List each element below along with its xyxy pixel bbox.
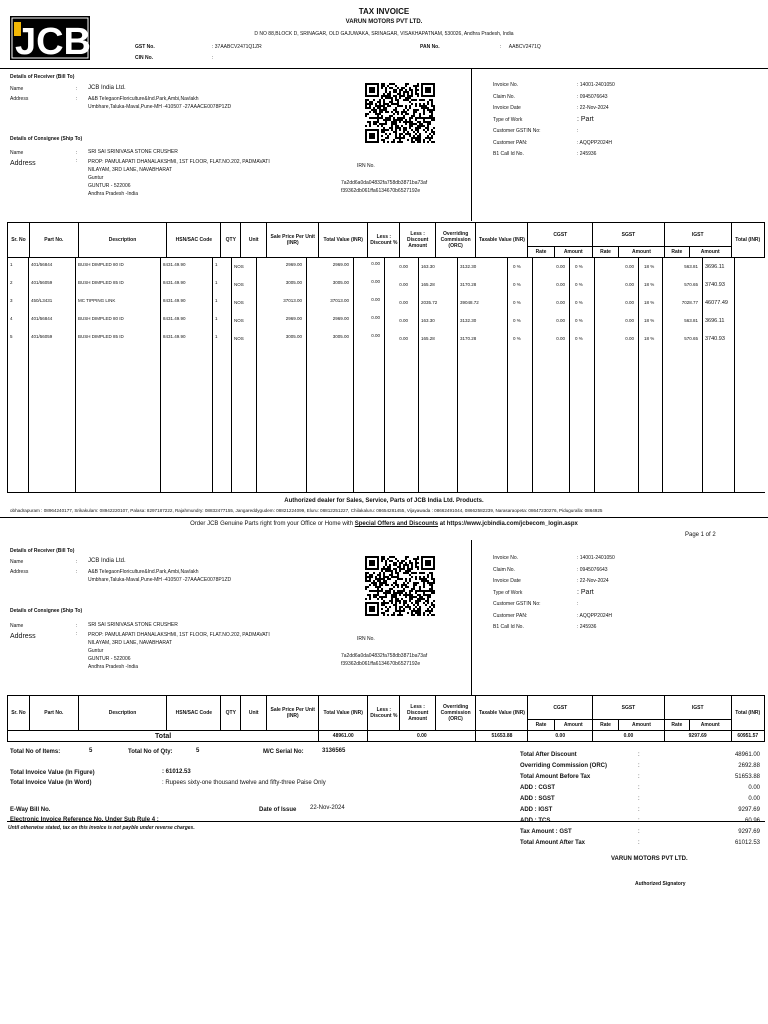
invoice-info-label: Claim No. — [493, 93, 515, 100]
receiver-address-1: A&B TelegaonFloriculture&Ind.Park,Ambi,Navlakh — [88, 569, 199, 575]
invoice-info-label: Type of Work — [493, 589, 523, 596]
col-taxable: Taxable Value (INR) — [476, 696, 528, 731]
item-cell-igst-rate: 18 % — [644, 264, 655, 269]
consignee-address-4: GUNTUR - 522006 — [88, 183, 131, 189]
item-cell-desc: BUSH DIMPLED 85 ID — [78, 280, 124, 285]
invoice-info-label: Customer PAN: — [493, 139, 528, 146]
gst-value: 37AABCV2471Q1ZR — [214, 44, 262, 50]
item-cell-unit: NOS — [234, 318, 244, 323]
receiver-address-1: A&B TelegaonFloriculture&Ind.Park,Ambi,Navlakh — [88, 96, 199, 102]
item-cell-hsn: 8431.49.90 — [163, 298, 186, 303]
item-cell-sr: 4 — [10, 316, 13, 321]
col-unit: Unit — [241, 696, 267, 731]
branches-line: obhadrapuram : 08964240177, Srikakulam: 08942220107, Palasa: 8297187222, Rajahmundry: 08832477155, Jangareddygudem: 08821224099, Eluru: 08812251227, Chilakaluru: 08654281455, Vijayawada : 08662491044, 08662582239, Narasaraopeta: 08647230276, Piduguralla: 0864925 — [10, 508, 603, 513]
totals-total-value: 48961.00 — [319, 731, 368, 742]
col-disc-pct: Less : Discount % — [368, 696, 400, 731]
signature-company: VARUN MOTORS PVT LTD. — [611, 856, 688, 862]
totals-box-label: ADD : TCS — [520, 818, 551, 824]
totals-label: Total — [8, 731, 319, 742]
totals-box-value: 51653.88 — [734, 774, 760, 780]
item-cell-disc-pct: 0.00 — [371, 333, 380, 338]
col-sgst: SGST — [593, 696, 665, 720]
totals-cgst: 0.00 — [528, 731, 593, 742]
consignee-name-label: Name — [10, 623, 24, 629]
totals-box-label: ADD : SGST — [520, 796, 555, 802]
col-igst-rate: Rate — [664, 720, 689, 731]
item-cell-cgst-rate: 0 % — [513, 264, 521, 269]
receiver-name: JCB India Ltd. — [88, 85, 126, 91]
value-figure-label: Total Invoice Value (In Figure) — [10, 770, 95, 776]
item-cell-hsn: 8431.49.90 — [163, 334, 186, 339]
item-cell-desc: BUSH DIMPLED 80 ID — [78, 316, 124, 321]
item-cell-qty: 1 — [215, 316, 218, 321]
col-part: Part No. — [29, 223, 78, 258]
invoice-info-value: : AQQPP2024H — [577, 139, 613, 146]
consignee-name: SRI SAI SRINIVASA STONE CRUSHER — [88, 149, 178, 155]
items-count: 5 — [89, 748, 93, 754]
consignee-address-2: NILAYAM, 3RD LANE, NAVABHARAT — [88, 167, 173, 173]
totals-discount: 0.00 — [368, 731, 476, 742]
item-cell-disc-amt: 0.00 — [399, 300, 408, 305]
item-cell-sr: 5 — [10, 334, 13, 339]
item-cell-cgst-amt: 0.00 — [556, 264, 565, 269]
item-cell-desc: BUSH DIMPLED 80 ID — [78, 262, 124, 267]
col-unit: Unit — [241, 223, 267, 258]
col-sale-price: Sale Price Per Unit (INR) — [267, 223, 319, 258]
item-cell-disc-amt: 0.00 — [399, 264, 408, 269]
qr-code — [365, 83, 435, 143]
col-sgst-amount: Amount — [619, 247, 665, 258]
item-cell-taxable: 3132.30 — [460, 318, 477, 323]
item-cell-price: 3005.00 — [285, 334, 302, 339]
offers-link[interactable]: Special Offers and Discounts — [354, 521, 439, 527]
consignee-address-2: NILAYAM, 3RD LANE, NAVABHARAT — [88, 640, 173, 646]
col-qty: QTY — [221, 223, 241, 258]
col-cgst-amount: Amount — [554, 247, 593, 258]
item-cell-cgst-amt: 0.00 — [556, 336, 565, 341]
col-cgst-rate: Rate — [528, 720, 554, 731]
totals-box-value: 9297.69 — [738, 807, 760, 813]
item-cell-taxable: 3170.28 — [460, 336, 477, 341]
item-cell-qty: 1 — [215, 298, 218, 303]
invoice-info-label: Customer GSTIN No: — [493, 128, 541, 134]
totals-box-value: 48961.00 — [734, 752, 760, 758]
consignee-address-3: Guntur — [88, 648, 104, 654]
gst-label: GST No. — [135, 44, 155, 50]
col-sr: Sr. No — [8, 223, 30, 258]
item-cell-igst-amt: 563.81 — [684, 264, 698, 269]
value-figure: 61012.53 — [165, 769, 191, 775]
item-cell-igst-amt: 7028.77 — [681, 300, 698, 305]
col-sgst-rate: Rate — [593, 720, 619, 731]
invoice-info-label: Customer GSTIN No: — [493, 601, 541, 607]
col-igst: IGST — [664, 223, 731, 247]
col-total: Total (INR) — [731, 696, 765, 731]
totals-box-value: 9297.69 — [738, 829, 760, 835]
company-address: D NO 88,BLOCK D, SRINAGAR, OLD GAJUWAKA, SRINAGAR, VISAKHAPATNAM, 530026, Andhra Pradesh, India — [254, 31, 514, 37]
einvoice-label: Electronic Invoice Reference No. Under Sub Rule 4 : — [10, 817, 159, 823]
issue-date: 22-Nov-2024 — [310, 805, 345, 811]
item-cell-disc-pct: 0.00 — [371, 297, 380, 302]
pan-label: PAN No. — [420, 44, 440, 50]
page-indicator: Page 1 of 2 — [685, 532, 716, 538]
col-igst-amount: Amount — [689, 720, 731, 731]
item-cell-qty: 1 — [215, 262, 218, 267]
col-cgst-amount: Amount — [554, 720, 593, 731]
consignee-heading: Details of Consignee (Ship To) — [10, 136, 83, 142]
item-cell-price: 3005.00 — [285, 280, 302, 285]
eway-label: E-Way Bill No. — [10, 807, 51, 813]
col-total-value: Total Value (INR) — [319, 696, 368, 731]
irn-label: IRN No. — [357, 636, 375, 642]
col-orc: Overriding Commission (ORC) — [435, 696, 476, 731]
item-cell-cgst-rate: 0 % — [513, 300, 521, 305]
irn-line2: f39362db061ffa6134670b6527192e — [341, 661, 421, 667]
receiver-heading: Details of Receiver (Bill To) — [10, 548, 75, 554]
item-cell-value: 3005.00 — [332, 334, 349, 339]
invoice-info-value: : 0945076643 — [577, 566, 608, 573]
item-cell-desc: MC TIPPING LINK — [78, 298, 116, 303]
col-sgst: SGST — [593, 223, 665, 247]
consignee-name-label: Name — [10, 150, 24, 156]
item-cell-unit: NOS — [234, 282, 244, 287]
invoice-info-value: : — [577, 601, 579, 607]
consignee-address-1: PROP: PAMULAPATI DHANALAKSHMI, 1ST FLOOR, FLAT.NO.202, PADMAVATI — [88, 159, 270, 165]
col-desc: Description — [78, 696, 167, 731]
items-table-page1 — [7, 222, 765, 258]
mc-serial-label: M/C Serial No: — [263, 749, 304, 755]
totals-box-label: ADD : IGST — [520, 807, 553, 813]
receiver-address-label: Address — [10, 96, 29, 102]
item-cell-price: 2969.00 — [285, 262, 302, 267]
item-cell-igst-amt: 570.65 — [684, 336, 698, 341]
totals-box-label: Total Amount Before Tax — [520, 774, 591, 780]
col-total: Total (INR) — [731, 223, 765, 258]
item-cell-igst-rate: 18 % — [644, 282, 655, 287]
item-cell-sr: 3 — [10, 298, 13, 303]
item-cell-sr: 2 — [10, 280, 13, 285]
qty-count-label: Total No of Qty: — [128, 749, 173, 755]
consignee-address-1: PROP: PAMULAPATI DHANALAKSHMI, 1ST FLOOR, FLAT.NO.202, PADMAVATI — [88, 632, 270, 638]
totals-row — [8, 731, 765, 742]
item-cell-cgst-rate: 0 % — [513, 336, 521, 341]
col-sale-price: Sale Price Per Unit (INR) — [267, 696, 319, 731]
consignee-address-5: Andhra Pradesh -India — [88, 664, 139, 670]
qty-count: 5 — [196, 748, 200, 754]
item-cell-orc: 165.28 — [421, 336, 435, 341]
item-cell-igst-rate: 18 % — [644, 336, 655, 341]
invoice-info-label: B1 Call Id No. — [493, 624, 524, 630]
invoice-info-value: : Part — [577, 115, 594, 123]
item-cell-sgst-amt: 0.00 — [625, 336, 634, 341]
item-cell-price: 2969.00 — [285, 316, 302, 321]
col-disc-pct: Less : Discount % — [368, 223, 400, 258]
item-cell-desc: BUSH DIMPLED 85 ID — [78, 334, 124, 339]
consignee-address-5: Andhra Pradesh -India — [88, 191, 139, 197]
totals-box-value: 0.00 — [748, 785, 760, 791]
item-cell-cgst-rate: 0 % — [513, 318, 521, 323]
invoice-info-label: Claim No. — [493, 566, 515, 573]
logo-text: JCB — [14, 21, 90, 60]
item-cell-disc-amt: 0.00 — [399, 336, 408, 341]
item-cell-unit: NOS — [234, 300, 244, 305]
item-cell-value: 2969.00 — [332, 262, 349, 267]
item-cell-part: 450/L3431 — [31, 298, 53, 303]
invoice-info-label: Type of Work — [493, 116, 523, 123]
item-cell-sgst-rate: 0 % — [575, 336, 583, 341]
item-cell-part: 401/56844 — [31, 262, 53, 267]
item-cell-price: 37013.00 — [283, 298, 302, 303]
col-cgst: CGST — [528, 223, 593, 247]
col-qty: QTY — [221, 696, 241, 731]
item-cell-taxable: 39048.72 — [460, 300, 479, 305]
col-desc: Description — [78, 223, 167, 258]
receiver-name-label: Name — [10, 86, 24, 92]
item-cell-igst-rate: 18 % — [644, 300, 655, 305]
item-cell-part: 401/56059 — [31, 334, 53, 339]
totals-sgst: 0.00 — [593, 731, 665, 742]
item-cell-cgst-rate: 0 % — [513, 282, 521, 287]
item-cell-total: 3696.11 — [705, 318, 725, 324]
issue-label: Date of Issue — [259, 807, 297, 813]
item-cell-orc: 165.28 — [421, 282, 435, 287]
consignee-address-3: Guntur — [88, 175, 104, 181]
items-table-page2 — [7, 695, 765, 742]
col-sr: Sr. No — [8, 696, 30, 731]
invoice-info-value: : 22-Nov-2024 — [577, 105, 609, 111]
invoice-info-value: : Part — [577, 588, 594, 596]
item-cell-taxable: 3170.28 — [460, 282, 477, 287]
invoice-info-value: : 0945076643 — [577, 93, 608, 100]
col-part: Part No. — [29, 696, 78, 731]
item-cell-igst-amt: 563.81 — [684, 318, 698, 323]
item-cell-total: 3696.11 — [705, 264, 725, 270]
value-word-label: Total Invoice Value (In Word) — [10, 780, 92, 786]
item-cell-sgst-rate: 0 % — [575, 264, 583, 269]
item-cell-cgst-amt: 0.00 — [556, 300, 565, 305]
irn-line1: 7a2dd6a0da04832fa758db3871ba73af — [341, 180, 428, 186]
cin-label: CIN No. — [135, 55, 154, 61]
item-cell-cgst-amt: 0.00 — [556, 282, 565, 287]
col-hsn: HSN/SAC Code — [167, 696, 221, 731]
items-count-label: Total No of Items: — [10, 749, 61, 755]
item-cell-orc: 163.30 — [421, 318, 435, 323]
col-disc-amt: Less : Discount Amount — [400, 223, 435, 258]
item-cell-sgst-rate: 0 % — [575, 300, 583, 305]
item-cell-igst-amt: 570.65 — [684, 282, 698, 287]
receiver-name-label: Name — [10, 559, 24, 565]
invoice-info-value: : 14001-2401050 — [577, 82, 615, 88]
totals-box-value: 0.00 — [748, 796, 760, 802]
mc-serial: 3136565 — [322, 748, 346, 754]
item-cell-qty: 1 — [215, 280, 218, 285]
consignee-address-label: Address — [10, 633, 36, 640]
item-cell-value: 3005.00 — [332, 280, 349, 285]
item-cell-taxable: 3132.30 — [460, 264, 477, 269]
invoice-info-label: Invoice No. — [493, 555, 519, 561]
invoice-info-label: B1 Call Id No. — [493, 151, 524, 157]
receiver-address-2: Umbhare,Taluka-Maval,Pune-MH -410507 -27AAACE0078P1ZD — [88, 577, 232, 583]
item-cell-igst-rate: 18 % — [644, 318, 655, 323]
col-orc: Overriding Commission (ORC) — [435, 223, 476, 258]
invoice-info-value: : 22-Nov-2024 — [577, 578, 609, 584]
consignee-heading: Details of Consignee (Ship To) — [10, 608, 83, 614]
item-cell-disc-amt: 0.00 — [399, 282, 408, 287]
item-cell-unit: NOS — [234, 336, 244, 341]
totals-box-label: Overriding Commission (ORC) — [520, 763, 608, 769]
invoice-info-value: : 245936 — [577, 624, 597, 630]
item-cell-part: 401/56059 — [31, 280, 53, 285]
irn-line2: f39362db061ffa6134670b6527192e — [341, 188, 421, 194]
header-divider — [0, 68, 768, 69]
col-sgst-rate: Rate — [593, 247, 619, 258]
item-cell-orc: 2035.72 — [421, 300, 438, 305]
col-total-value: Total Value (INR) — [319, 223, 368, 258]
signature-label: Authorized Signatory — [635, 881, 686, 887]
totals-box-label: ADD : CGST — [520, 785, 555, 791]
item-cell-sgst-amt: 0.00 — [625, 264, 634, 269]
invoice-info-label: Customer PAN: — [493, 612, 528, 619]
col-taxable: Taxable Value (INR) — [476, 223, 528, 258]
item-cell-part: 401/56844 — [31, 316, 53, 321]
col-igst-amount: Amount — [689, 247, 731, 258]
item-cell-sr: 1 — [10, 262, 13, 267]
item-cell-sgst-rate: 0 % — [575, 282, 583, 287]
col-cgst-rate: Rate — [528, 247, 554, 258]
irn-label: IRN No. — [357, 163, 375, 169]
receiver-name: JCB India Ltd. — [88, 558, 126, 564]
totals-box-label: Total Amount After Tax — [520, 840, 585, 846]
item-cell-total: 3740.93 — [705, 336, 725, 342]
col-igst: IGST — [664, 696, 731, 720]
dealer-line: Authorized dealer for Sales, Service, Parts of JCB India Ltd. Products. — [284, 498, 484, 504]
invoice-info-value: : 14001-2401050 — [577, 555, 615, 561]
item-cell-sgst-amt: 0.00 — [625, 300, 634, 305]
item-cell-value: 2969.00 — [332, 316, 349, 321]
item-cell-sgst-amt: 0.00 — [625, 282, 634, 287]
item-cell-orc: 163.30 — [421, 264, 435, 269]
col-hsn: HSN/SAC Code — [167, 223, 221, 258]
totals-box-label: Tax Amount : GST — [520, 829, 572, 835]
col-cgst: CGST — [528, 696, 593, 720]
item-cell-disc-pct: 0.00 — [371, 261, 380, 266]
item-cell-sgst-amt: 0.00 — [625, 318, 634, 323]
item-cell-total: 3740.93 — [705, 282, 725, 288]
item-cell-value: 37013.00 — [330, 298, 349, 303]
doc-title: TAX INVOICE — [358, 7, 410, 16]
invoice-info-value: : — [577, 128, 579, 134]
receiver-address-label: Address — [10, 569, 29, 575]
invoice-info-label: Invoice Date — [493, 105, 521, 111]
item-cell-hsn: 8431.49.90 — [163, 316, 186, 321]
consignee-name: SRI SAI SRINIVASA STONE CRUSHER — [88, 622, 178, 628]
totals-box-value: 61012.53 — [734, 840, 760, 846]
receiver-heading: Details of Receiver (Bill To) — [10, 74, 75, 80]
value-word: Rupees sixty-one thousand twelve and fifty-three Paise Only — [165, 780, 326, 786]
totals-box-value: 2692.88 — [738, 763, 760, 769]
col-igst-rate: Rate — [664, 247, 689, 258]
receiver-address-2: Umbhare,Taluka-Maval,Pune-MH -410507 -27AAACE0078P1ZD — [88, 104, 232, 110]
item-cell-disc-pct: 0.00 — [371, 315, 380, 320]
irn-line1: 7a2dd6a0da04832fa758db3871ba73af — [341, 653, 428, 659]
item-cell-hsn: 8431.49.90 — [163, 280, 186, 285]
item-cell-disc-pct: 0.00 — [371, 279, 380, 284]
invoice-info-value: : 245936 — [577, 151, 597, 157]
consignee-address-4: GUNTUR - 522006 — [88, 656, 131, 662]
company-name: VARUN MOTORS PVT LTD. — [345, 19, 423, 25]
item-cell-qty: 1 — [215, 334, 218, 339]
item-cell-unit: NOS — [234, 264, 244, 269]
invoice-info-label: Invoice No. — [493, 82, 519, 88]
col-disc-amt: Less : Discount Amount — [400, 696, 435, 731]
qr-code — [365, 556, 435, 616]
totals-grand: 60951.57 — [731, 731, 765, 742]
reverse-charge-note: Until otherwise stated, tax on this invoice is not payble under reverse charges. — [8, 825, 195, 831]
order-line: Order JCB Genuine Parts right from your Office or Home with Special Offers and Discounts at https://www.jcbindia.com/jcbecom_login.aspx — [190, 521, 578, 527]
item-cell-cgst-amt: 0.00 — [556, 318, 565, 323]
item-cell-total: 46077.49 — [705, 300, 728, 306]
item-cell-sgst-rate: 0 % — [575, 318, 583, 323]
col-sgst-amount: Amount — [619, 720, 665, 731]
invoice-info-value: : AQQPP2024H — [577, 612, 613, 619]
invoice-info-label: Invoice Date — [493, 578, 521, 584]
consignee-address-label: Address — [10, 160, 36, 167]
totals-igst: 9297.69 — [664, 731, 731, 742]
item-cell-disc-amt: 0.00 — [399, 318, 408, 323]
item-cell-hsn: 8431.49.90 — [163, 262, 186, 267]
totals-box-label: Total After Discount — [520, 752, 577, 758]
totals-box-value: 60.96 — [744, 818, 760, 824]
pan-value: AABCV2471Q — [508, 44, 541, 50]
totals-taxable: 51653.88 — [476, 731, 528, 742]
